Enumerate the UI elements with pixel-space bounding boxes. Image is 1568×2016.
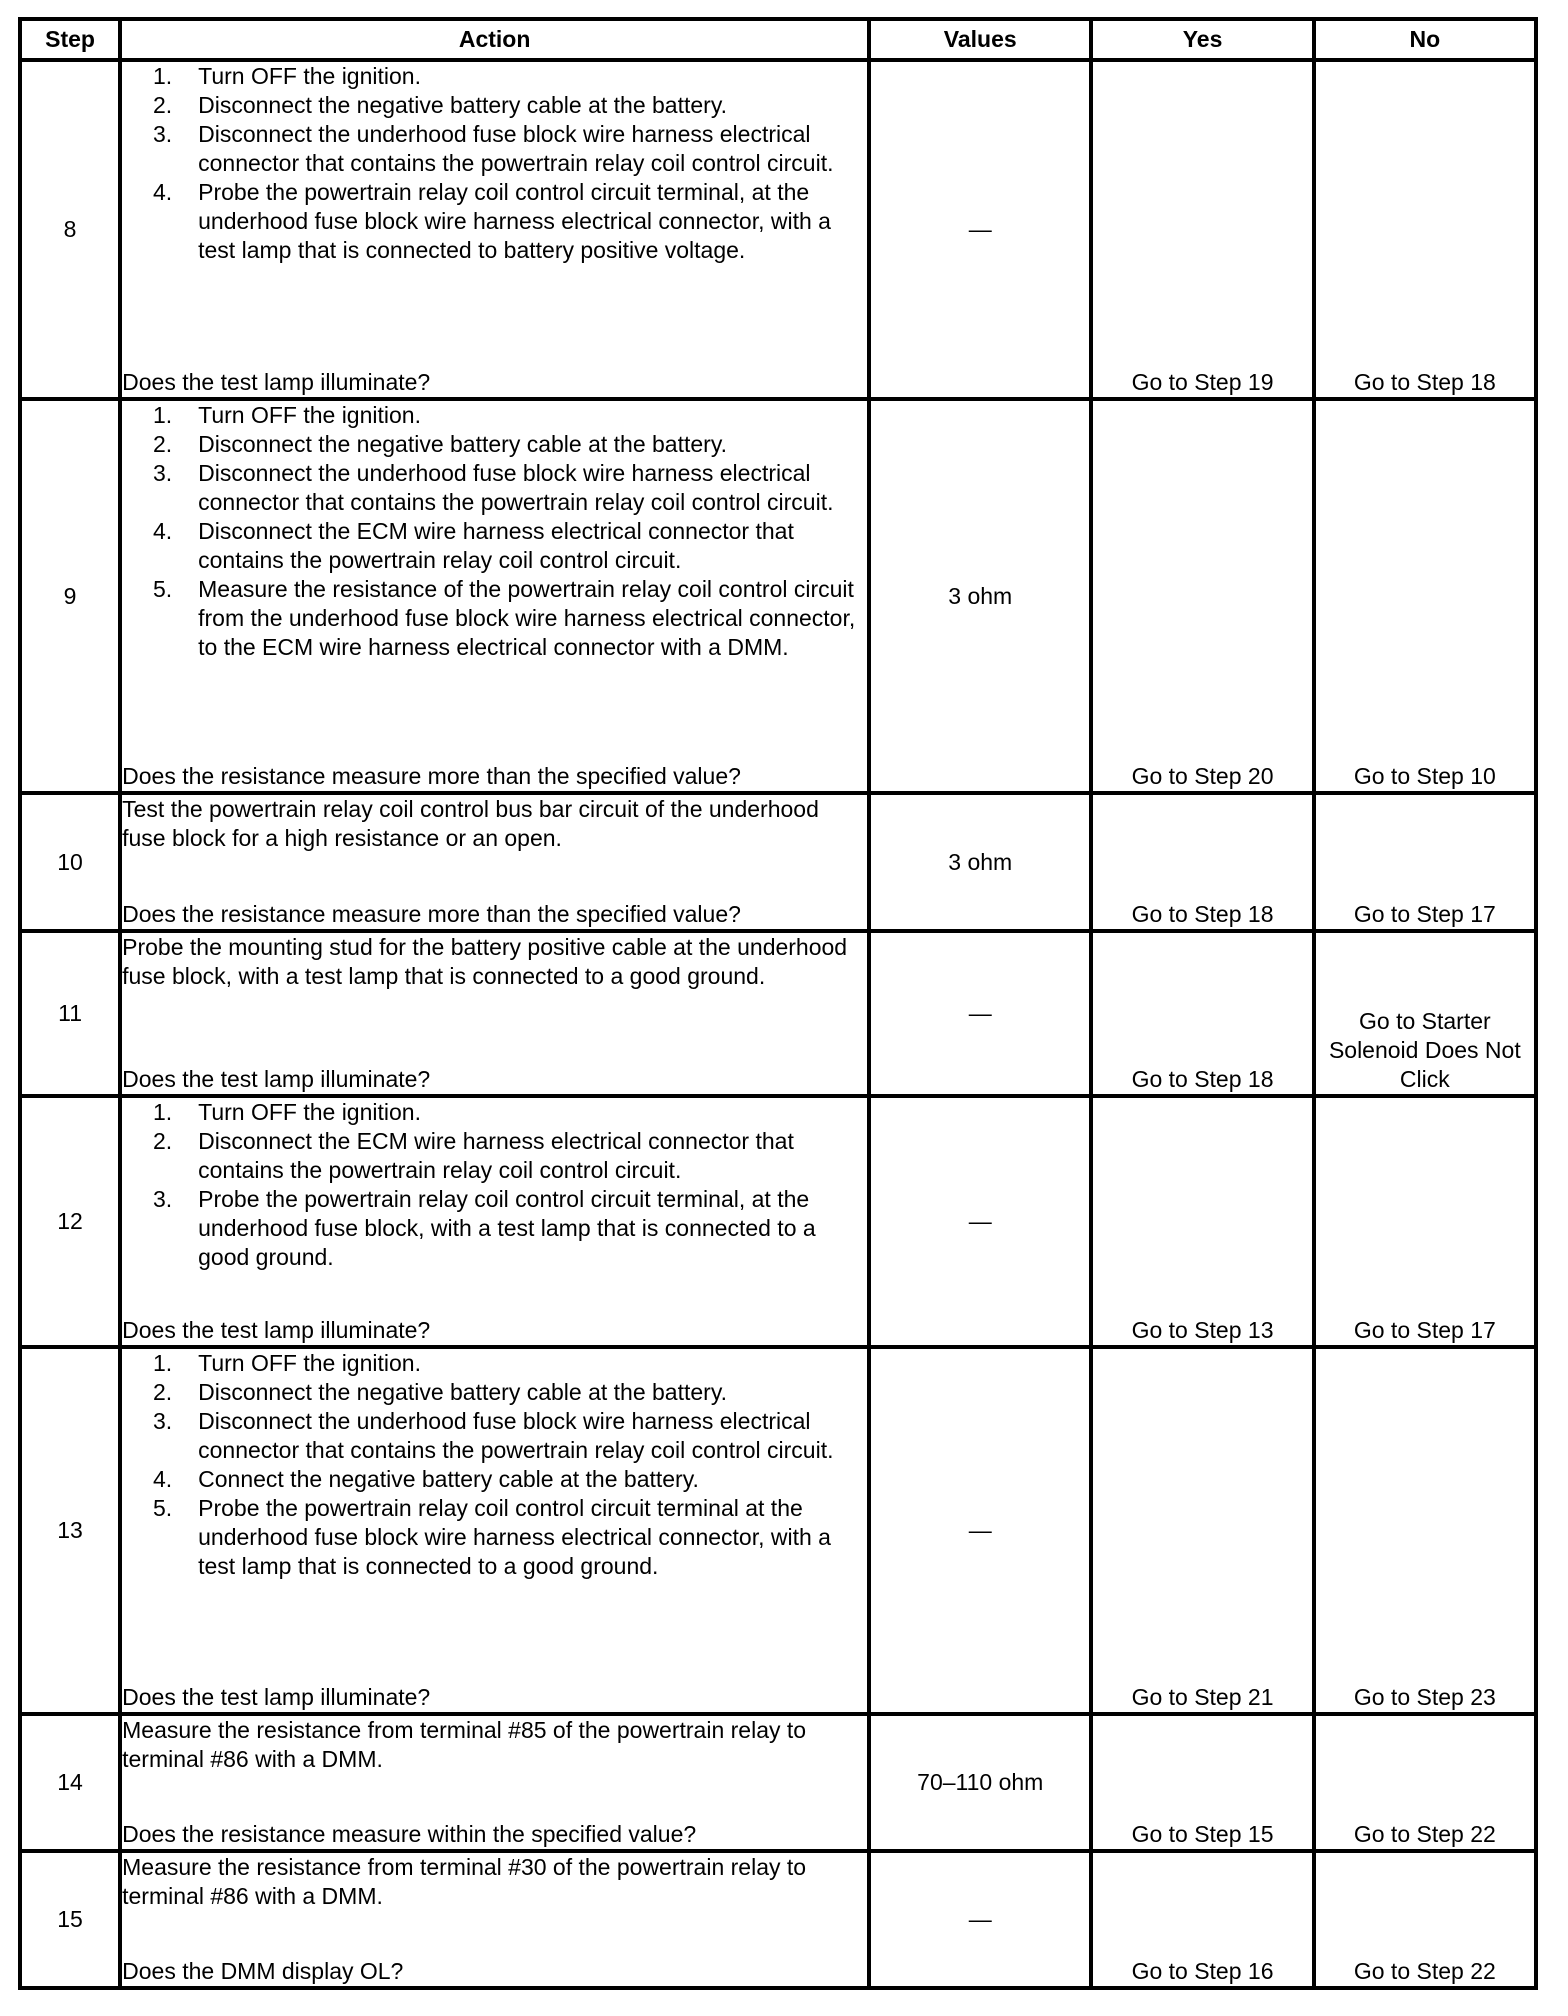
instruction-item (122, 120, 867, 178)
value-cell: — (869, 931, 1091, 1096)
instruction-text: Probe the powertrain relay coil control circuit terminal, at the underhood fuse block wire harness electrical connector, with a test lamp that is connected to battery positive voltage. (198, 179, 831, 263)
instruction-item (122, 517, 867, 575)
instruction-item (122, 575, 867, 662)
no-link[interactable]: Go to Step 22 (1314, 1851, 1536, 1988)
instruction-text: Turn OFF the ignition. (198, 63, 421, 89)
instruction-number: 2. (152, 92, 173, 118)
instruction-text: Disconnect the ECM wire harness electrical connector that contains the powertrain relay coil control circuit. (198, 1128, 794, 1183)
no-link[interactable]: Go to Step 22 (1314, 1714, 1536, 1851)
instruction-text: Probe the powertrain relay coil control circuit terminal, at the underhood fuse block, with a test lamp that is connected to a good ground. (198, 1186, 816, 1270)
yes-link[interactable]: Go to Step 18 (1091, 931, 1313, 1096)
instruction-number: 3. (152, 121, 173, 147)
instruction-number: 3. (152, 1408, 173, 1434)
step-number: 14 (20, 1714, 120, 1851)
instruction-number: 5. (152, 1495, 173, 1521)
instruction-item (122, 401, 867, 430)
action-cell (120, 1096, 869, 1347)
header-row (20, 19, 1536, 60)
table-row (20, 1096, 1536, 1347)
action-question: Does the resistance measure more than the specified value? (122, 901, 741, 927)
action-cell (120, 1714, 869, 1851)
step-number: 10 (20, 793, 120, 931)
instruction-text: Probe the powertrain relay coil control circuit terminal at the underhood fuse block wire harness electrical connector, with a test lamp that is connected to a good ground. (198, 1495, 831, 1579)
instruction-item (122, 178, 867, 265)
instruction-text: Disconnect the underhood fuse block wire harness electrical connector that contains the powertrain relay coil control circuit. (198, 121, 834, 176)
yes-link[interactable]: Go to Step 19 (1091, 60, 1313, 399)
instruction-number: 1. (152, 63, 173, 89)
instruction-list (122, 1349, 867, 1581)
instruction-item (122, 459, 867, 517)
action-paragraph: Test the powertrain relay coil control bus bar circuit of the underhood fuse block for a high resistance or an open. (122, 796, 819, 851)
step-number: 15 (20, 1851, 120, 1988)
header-no: No (1314, 19, 1536, 60)
instruction-number: 3. (152, 460, 173, 486)
action-cell (120, 60, 869, 399)
instruction-item (122, 430, 867, 459)
instruction-number: 2. (152, 431, 173, 457)
instruction-item (122, 1407, 867, 1465)
diagnostic-table (18, 17, 1538, 1990)
value-cell: — (869, 1096, 1091, 1347)
instruction-text: Turn OFF the ignition. (198, 1099, 421, 1125)
instruction-number: 1. (152, 402, 173, 428)
step-number: 13 (20, 1347, 120, 1714)
instruction-text: Measure the resistance of the powertrain relay coil control circuit from the underhood fuse block wire harness electrical connector, to the ECM wire harness electrical connector with a DMM. (198, 576, 856, 660)
action-cell (120, 399, 869, 793)
instruction-item (122, 1465, 867, 1494)
instruction-list (122, 62, 867, 265)
instruction-list (122, 401, 867, 662)
value-cell: — (869, 60, 1091, 399)
action-question: Does the test lamp illuminate? (122, 1317, 431, 1343)
no-link[interactable]: Go to Step 17 (1314, 1096, 1536, 1347)
action-cell (120, 793, 869, 931)
action-cell (120, 931, 869, 1096)
instruction-text: Disconnect the negative battery cable at the battery. (198, 431, 728, 457)
table-row (20, 1347, 1536, 1714)
yes-link[interactable]: Go to Step 20 (1091, 399, 1313, 793)
header-values: Values (869, 19, 1091, 60)
action-question: Does the DMM display OL? (122, 1958, 404, 1984)
action-paragraph: Probe the mounting stud for the battery positive cable at the underhood fuse block, with a test lamp that is connected to a good ground. (122, 934, 848, 989)
instruction-number: 4. (152, 1466, 173, 1492)
instruction-number: 2. (152, 1128, 173, 1154)
table-row (20, 399, 1536, 793)
no-link[interactable]: Go to Step 23 (1314, 1347, 1536, 1714)
instruction-item (122, 1378, 867, 1407)
step-number: 8 (20, 60, 120, 399)
instruction-number: 5. (152, 576, 173, 602)
table-row (20, 793, 1536, 931)
instruction-number: 2. (152, 1379, 173, 1405)
instruction-list (122, 1098, 867, 1272)
instruction-item (122, 1127, 867, 1185)
instruction-number: 1. (152, 1350, 173, 1376)
instruction-number: 4. (152, 179, 173, 205)
action-paragraph: Measure the resistance from terminal #85 of the powertrain relay to terminal #86 with a DMM. (122, 1717, 807, 1772)
yes-link[interactable]: Go to Step 21 (1091, 1347, 1313, 1714)
table-row (20, 931, 1536, 1096)
instruction-text: Disconnect the ECM wire harness electrical connector that contains the powertrain relay coil control circuit. (198, 518, 794, 573)
instruction-item (122, 62, 867, 91)
instruction-number: 4. (152, 518, 173, 544)
action-cell (120, 1347, 869, 1714)
table-row (20, 1851, 1536, 1988)
instruction-number: 1. (152, 1099, 173, 1125)
value-cell: 3 ohm (869, 399, 1091, 793)
action-question: Does the test lamp illuminate? (122, 1684, 431, 1710)
instruction-text: Disconnect the underhood fuse block wire harness electrical connector that contains the powertrain relay coil control circuit. (198, 1408, 834, 1463)
instruction-text: Turn OFF the ignition. (198, 1350, 421, 1376)
instruction-item (122, 1494, 867, 1581)
instruction-item (122, 1349, 867, 1378)
no-link[interactable]: Go to Step 17 (1314, 793, 1536, 931)
instruction-text: Disconnect the underhood fuse block wire harness electrical connector that contains the powertrain relay coil control circuit. (198, 460, 834, 515)
header-yes: Yes (1091, 19, 1313, 60)
action-paragraph: Measure the resistance from terminal #30 of the powertrain relay to terminal #86 with a DMM. (122, 1854, 807, 1909)
value-cell: — (869, 1851, 1091, 1988)
yes-link[interactable]: Go to Step 15 (1091, 1714, 1313, 1851)
action-question: Does the resistance measure more than the specified value? (122, 763, 741, 789)
instruction-text: Connect the negative battery cable at the battery. (198, 1466, 699, 1492)
header-action: Action (120, 19, 869, 60)
header-step: Step (20, 19, 120, 60)
value-cell: 3 ohm (869, 793, 1091, 931)
no-link[interactable]: Go to Step 18 (1314, 60, 1536, 399)
step-number: 12 (20, 1096, 120, 1347)
table-row (20, 60, 1536, 399)
instruction-text: Disconnect the negative battery cable at the battery. (198, 92, 728, 118)
instruction-number: 3. (152, 1186, 173, 1212)
yes-link[interactable]: Go to Step 13 (1091, 1096, 1313, 1347)
yes-link[interactable]: Go to Step 18 (1091, 793, 1313, 931)
action-cell (120, 1851, 869, 1988)
yes-link[interactable]: Go to Step 16 (1091, 1851, 1313, 1988)
action-question: Does the resistance measure within the specified value? (122, 1821, 697, 1847)
no-link[interactable]: Go to Step 10 (1314, 399, 1536, 793)
action-question: Does the test lamp illuminate? (122, 369, 431, 395)
table-row (20, 1714, 1536, 1851)
step-number: 11 (20, 931, 120, 1096)
instruction-item (122, 91, 867, 120)
instruction-item (122, 1098, 867, 1127)
action-question: Does the test lamp illuminate? (122, 1066, 431, 1092)
instruction-item (122, 1185, 867, 1272)
instruction-text: Disconnect the negative battery cable at the battery. (198, 1379, 728, 1405)
step-number: 9 (20, 399, 120, 793)
instruction-text: Turn OFF the ignition. (198, 402, 421, 428)
value-cell: 70–110 ohm (869, 1714, 1091, 1851)
value-cell: — (869, 1347, 1091, 1714)
no-link[interactable]: Go to Starter Solenoid Does Not Click (1314, 931, 1536, 1096)
